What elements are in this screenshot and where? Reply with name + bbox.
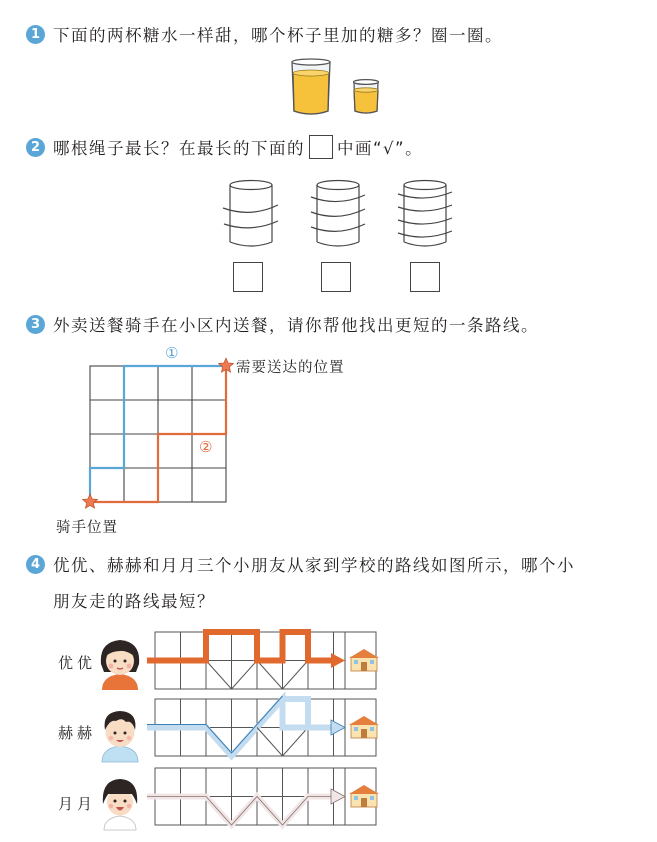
question-2-text-before: 哪根绳子最长？在最长的下面的 — [53, 139, 305, 158]
route-path-youyou — [147, 632, 333, 661]
route-2-marker: ② — [199, 438, 213, 456]
question-4-text-line2: 朋友走的路线最短？ — [53, 592, 215, 611]
rope-2 — [311, 195, 365, 231]
large-cup[interactable] — [292, 59, 330, 114]
avatar-youyou — [96, 634, 144, 690]
question-3 — [26, 312, 539, 336]
start-label: 骑手位置 — [56, 520, 118, 536]
question-2 — [26, 135, 423, 159]
answer-box-rope-1[interactable] — [233, 262, 263, 292]
answer-box-rope-2[interactable] — [321, 262, 351, 292]
question-4-line2 — [53, 588, 215, 612]
rope-cylinders — [210, 178, 460, 253]
question-number-badge: 3 — [26, 315, 45, 334]
question-number-badge: 1 — [26, 25, 45, 44]
route-grid-youyou — [145, 631, 385, 691]
school-icon — [349, 716, 379, 738]
question-number-badge: 4 — [26, 555, 45, 574]
avatar-hehe — [96, 706, 144, 762]
cylinder-1 — [230, 181, 272, 247]
route-path-yueyue — [147, 797, 333, 826]
answer-box-rope-3[interactable] — [410, 262, 440, 292]
route-grid-hehe — [145, 698, 385, 758]
avatar-yueyue — [96, 774, 144, 830]
route-1-marker: ① — [165, 344, 179, 362]
start-star-icon — [83, 494, 98, 508]
school-icon — [349, 785, 379, 807]
question-1 — [26, 22, 503, 46]
route-grid-yueyue — [145, 767, 385, 827]
question-2-text-after: 中画“√”。 — [337, 139, 424, 158]
question-number-badge: 2 — [26, 138, 45, 157]
question-3-text: 外卖送餐骑手在小区内送餐，请你帮他找出更短的一条路线。 — [53, 316, 539, 335]
destination-label: 需要送达的位置 — [236, 360, 345, 376]
question-4 — [26, 552, 575, 576]
rope-1 — [223, 205, 278, 228]
small-cup[interactable] — [354, 80, 379, 113]
child-name-youyou: 优优 — [58, 654, 97, 672]
question-1-text: 下面的两杯糖水一样甜，哪个杯子里加的糖多？圈一圈。 — [53, 26, 503, 45]
question-4-text-line1: 优优、赫赫和月月三个小朋友从家到学校的路线如图所示，哪个小 — [53, 556, 575, 575]
rope-3 — [398, 192, 452, 237]
school-icon — [349, 649, 379, 671]
inline-answer-box-icon — [309, 135, 333, 159]
delivery-grid — [80, 355, 240, 515]
cups-illustration — [280, 55, 390, 120]
child-name-hehe: 赫赫 — [58, 724, 97, 742]
child-name-yueyue: 月月 — [58, 795, 97, 813]
